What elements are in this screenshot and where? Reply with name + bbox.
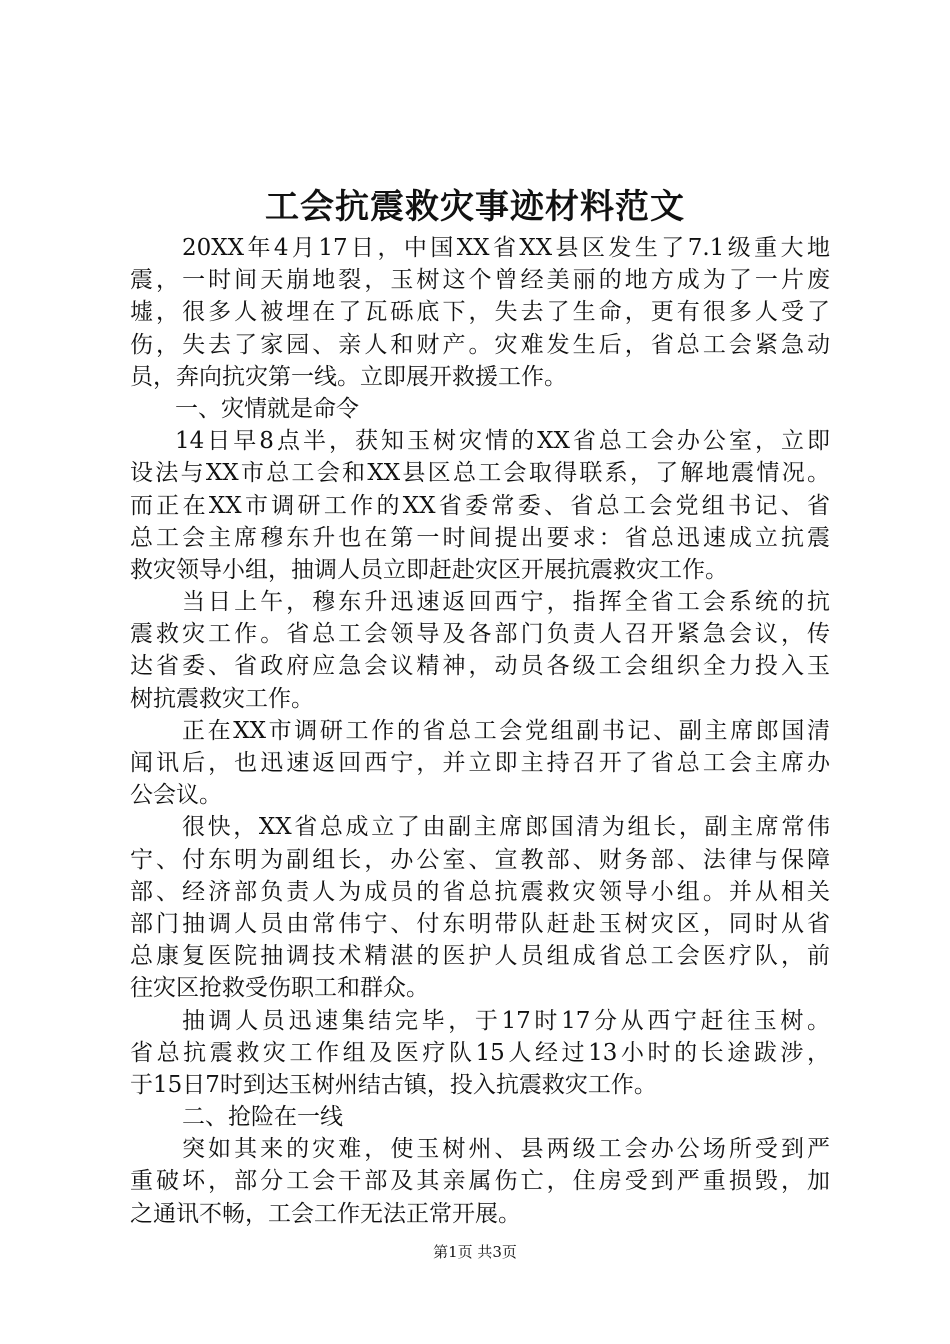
text-line: 树抗震救灾工作。 bbox=[130, 685, 314, 712]
text-line: 救灾领导小组，抽调人员立即赶赴灾区开展抗震救灾工作。 bbox=[130, 556, 728, 583]
text-line: 震救灾工作。省总工会领导及各部门负责人召开紧急会议，传 bbox=[130, 621, 830, 648]
text-line: 达省委、省政府应急会议精神，动员各级工会组织全力投入玉 bbox=[130, 653, 830, 680]
text-line: 当日上午，穆东升迅速返回西宁，指挥全省工会系统的抗 bbox=[182, 589, 830, 616]
text-line: 14日早8点半，获知玉树灾情的XX省总工会办公室，立即 bbox=[175, 428, 830, 455]
text-line: 而正在XX市调研工作的XX省委常委、省总工会党组书记、省 bbox=[130, 492, 830, 519]
text-line: 设法与XX市总工会和XX县区总工会取得联系，了解地震情况。 bbox=[130, 460, 830, 487]
text-line: 部、经济部负责人为成员的省总抗震救灾领导小组。并从相关 bbox=[130, 878, 830, 905]
text-line: 省总抗震救灾工作组及医疗队15人经过13小时的长途跋涉， bbox=[130, 1039, 830, 1066]
text-line: 20XX年4月17日，中国XX省XX县区发生了7.1级重大地 bbox=[182, 235, 830, 261]
page-footer: 第1页 共3页 bbox=[433, 1243, 517, 1261]
text-line: 往灾区抢救受伤职工和群众。 bbox=[130, 975, 429, 1002]
text-line: 宁、付东明为副组长，办公室、宣教部、财务部、法律与保障 bbox=[130, 846, 830, 873]
text-line: 员，奔向抗灾第一线。立即展开救援工作。 bbox=[130, 363, 567, 390]
text-line: 重破坏，部分工会干部及其亲属伤亡，住房受到严重损毁，加 bbox=[130, 1168, 830, 1195]
text-line: 二、抢险在一线 bbox=[182, 1104, 343, 1131]
text-line: 公会议。 bbox=[130, 782, 222, 809]
document-body bbox=[130, 232, 830, 1230]
text-line: 总工会主席穆东升也在第一时间提出要求：省总迅速成立抗震 bbox=[130, 524, 830, 551]
text-line: 伤，失去了家园、亲人和财产。灾难发生后，省总工会紧急动 bbox=[130, 331, 830, 358]
text-line: 墟，很多人被埋在了瓦砾底下，失去了生命，更有很多人受了 bbox=[130, 299, 830, 326]
text-line: 部门抽调人员由常伟宁、付东明带队赶赴玉树灾区，同时从省 bbox=[130, 910, 830, 937]
text-line: 之通讯不畅，工会工作无法正常开展。 bbox=[130, 1200, 521, 1227]
text-line: 震，一时间天崩地裂，玉树这个曾经美丽的地方成为了一片废 bbox=[130, 267, 830, 294]
text-line: 于15日7时到达玉树州结古镇，投入抗震救灾工作。 bbox=[130, 1071, 657, 1098]
text-line: 很快，XX省总成立了由副主席郎国清为组长，副主席常伟 bbox=[182, 814, 830, 841]
text-line: 闻讯后，也迅速返回西宁，并立即主持召开了省总工会主席办 bbox=[130, 750, 830, 776]
text-line: 正在XX市调研工作的省总工会党组副书记、副主席郎国清 bbox=[182, 717, 830, 744]
text-line: 一、灾情就是命令 bbox=[175, 395, 359, 422]
text-line: 抽调人员迅速集结完毕，于17时17分从西宁赶往玉树。 bbox=[182, 1007, 830, 1034]
document-title: 工会抗震救灾事迹材料范文 bbox=[265, 187, 685, 227]
text-line: 突如其来的灾难，使玉树州、县两级工会办公场所受到严 bbox=[182, 1136, 830, 1163]
text-line: 总康复医院抽调技术精湛的医护人员组成省总工会医疗队，前 bbox=[130, 943, 830, 970]
